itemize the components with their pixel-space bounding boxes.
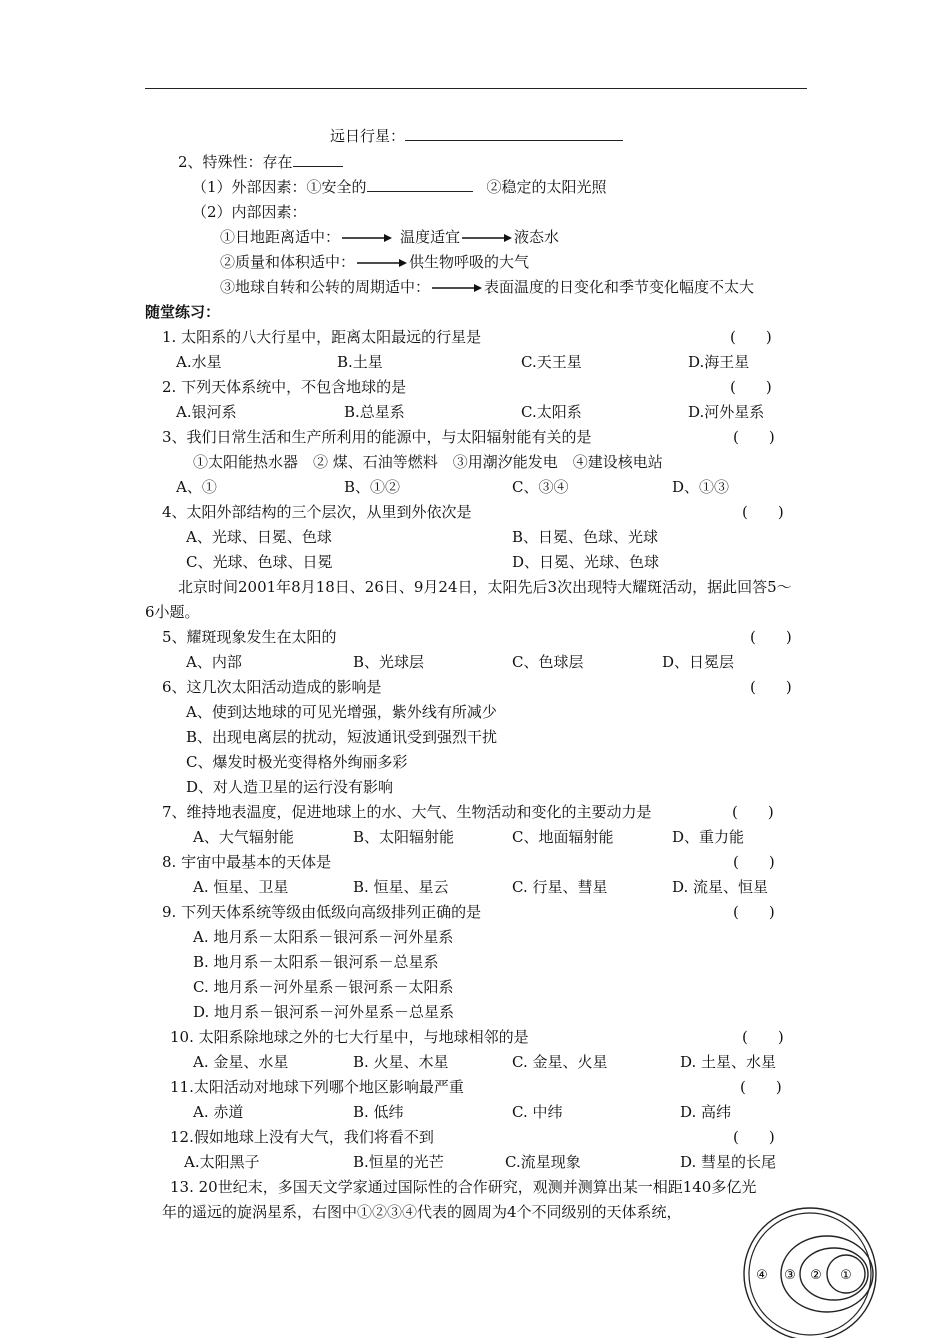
q1-option-d: D.海王星 <box>688 353 750 371</box>
special-label: 2、特殊性：存在 <box>178 153 293 171</box>
q10-option-b: B. 火星、木星 <box>353 1053 449 1071</box>
answer-paren: ( ) <box>742 503 784 521</box>
diagram-label-2: ② <box>810 1268 822 1283</box>
q10-stem: 10. 太阳系除地球之外的七大行星中，与地球相邻的是 <box>170 1028 529 1046</box>
arrow-icon <box>462 233 512 243</box>
q8-option-d: D. 流星、恒星 <box>672 878 769 896</box>
q6-option-d: D、对人造卫星的运行没有影响 <box>186 778 394 796</box>
q13-line2: 年的遥远的旋涡星系，右图中①②③④代表的圆周为4个不同级别的天体系统， <box>162 1203 682 1221</box>
q11-option-d: D. 高纬 <box>680 1103 732 1121</box>
q12-stem: 12.假如地球上没有大气，我们将看不到 <box>170 1128 434 1146</box>
q4-option-b: B、日冕、色球、光球 <box>512 528 659 546</box>
q6-option-a: A、使到达地球的可见光增强，紫外线有所减少 <box>186 703 497 721</box>
q3-option-a: A、① <box>176 478 217 496</box>
i1-a: ①日地距离适中： <box>220 228 341 246</box>
q2-option-b: B.总星系 <box>344 403 405 421</box>
q5-option-a: A、内部 <box>186 653 242 671</box>
q7-option-d: D、重力能 <box>672 828 745 846</box>
header-rule <box>145 88 807 89</box>
special-blank <box>293 152 343 167</box>
answer-paren: ( ) <box>730 378 772 396</box>
q7-option-c: C、地面辐射能 <box>512 828 614 846</box>
q7-stem: 7、维持地表温度，促进地球上的水、大气、生物活动和变化的主要动力是 <box>162 803 652 821</box>
answer-paren: ( ) <box>730 328 772 346</box>
q3-option-c: C、③④ <box>512 478 569 496</box>
q11-option-c: C. 中纬 <box>512 1103 563 1121</box>
q8-option-a: A. 恒星、卫星 <box>193 878 289 896</box>
q11-stem: 11.太阳活动对地球下列哪个地区影响最严重 <box>170 1078 464 1096</box>
answer-paren: ( ) <box>732 803 774 821</box>
q1-stem: 1. 太阳系的八大行星中，距离太阳最远的行星是 <box>162 328 482 346</box>
diagram-label-1: ① <box>840 1268 852 1283</box>
answer-paren: ( ) <box>733 853 775 871</box>
diagram-label-3: ③ <box>784 1268 796 1283</box>
q9-option-d: D. 地月系－银河系－河外星系－总星系 <box>193 1003 455 1021</box>
far-planets-label: 远日行星： <box>330 127 406 145</box>
external-factors-b: ②稳定的太阳光照 <box>486 178 607 196</box>
q7-option-a: A、大气辐射能 <box>193 828 294 846</box>
q3-option-b: B、①② <box>344 478 401 496</box>
external-factors-label: （1）外部因素：①安全的 <box>192 178 367 196</box>
diagram-label-4: ④ <box>756 1268 768 1283</box>
external-factors-line <box>192 177 607 197</box>
q2-option-d: D.河外星系 <box>688 403 765 421</box>
answer-paren: ( ) <box>733 428 775 446</box>
q5-stem: 5、耀斑现象发生在太阳的 <box>162 628 337 646</box>
far-planets-blank <box>405 126 623 141</box>
section-title: 随堂练习： <box>145 303 221 321</box>
intro-5-6-line2: 6小题。 <box>145 603 200 621</box>
q8-option-c: C. 行星、彗星 <box>512 878 608 896</box>
external-blank <box>367 177 473 192</box>
q1-option-a: A.水星 <box>176 353 222 371</box>
q9-stem: 9. 下列天体系统等级由低级向高级排列正确的是 <box>162 903 482 921</box>
q3-items: ①太阳能热水器 ② 煤、石油等燃料 ③用潮汐能发电 ④建设核电站 <box>193 453 663 471</box>
q8-stem: 8. 宇宙中最基本的天体是 <box>162 853 332 871</box>
i2-a: ②质量和体积适中： <box>220 253 356 271</box>
answer-paren: ( ) <box>740 1078 782 1096</box>
q12-option-b: B.恒星的光芒 <box>353 1153 444 1171</box>
q5-option-d: D、日冕层 <box>662 653 735 671</box>
q9-option-a: A. 地月系－太阳系－银河系－河外星系 <box>193 928 454 946</box>
i2-b: 供生物呼吸的大气 <box>409 253 530 271</box>
far-planets-line <box>330 126 623 146</box>
q7-option-b: B、太阳辐射能 <box>353 828 455 846</box>
q12-option-c: C.流星现象 <box>505 1153 581 1171</box>
q12-option-d: D. 彗星的长尾 <box>680 1153 777 1171</box>
q1-option-b: B.土星 <box>337 353 383 371</box>
q11-option-a: A. 赤道 <box>193 1103 244 1121</box>
q13-line1: 13. 20世纪末，多国天文学家通过国际性的合作研究，观测并测算出某一相距140多亿光 <box>170 1178 757 1196</box>
q4-option-d: D、日冕、光球、色球 <box>512 553 660 571</box>
q6-option-b: B、出现电离层的扰动，短波通讯受到强烈干扰 <box>186 728 498 746</box>
i3-a: ③地球自转和公转的周期适中： <box>220 278 431 296</box>
answer-paren: ( ) <box>750 628 792 646</box>
q10-option-a: A. 金星、水星 <box>193 1053 289 1071</box>
answer-paren: ( ) <box>742 1028 784 1046</box>
internal-factors-label: （2）内部因素： <box>192 203 307 221</box>
q2-stem: 2. 下列天体系统中，不包含地球的是 <box>162 378 407 396</box>
internal-factor-1 <box>220 227 559 247</box>
nested-circles-diagram <box>742 1188 878 1338</box>
q4-option-a: A、光球、日冕、色球 <box>186 528 332 546</box>
q10-option-d: D. 土星、水星 <box>680 1053 777 1071</box>
arrow-icon <box>357 258 407 268</box>
answer-paren: ( ) <box>750 678 792 696</box>
internal-factor-2 <box>220 252 529 272</box>
q9-option-b: B. 地月系－太阳系－银河系－总星系 <box>193 953 439 971</box>
special-line <box>178 152 343 172</box>
answer-paren: ( ) <box>733 903 775 921</box>
q3-stem: 3、我们日常生活和生产所利用的能源中，与太阳辐射能有关的是 <box>162 428 592 446</box>
arrow-icon <box>342 233 392 243</box>
q9-option-c: C. 地月系－河外星系－银河系－太阳系 <box>193 978 454 996</box>
q4-stem: 4、太阳外部结构的三个层次，从里到外依次是 <box>162 503 472 521</box>
q2-option-c: C.太阳系 <box>521 403 582 421</box>
q10-option-c: C. 金星、火星 <box>512 1053 608 1071</box>
q8-option-b: B. 恒星、星云 <box>353 878 449 896</box>
q4-option-c: C、光球、色球、日冕 <box>186 553 333 571</box>
i3-b: 表面温度的日变化和季节变化幅度不太大 <box>484 278 755 296</box>
q6-option-c: C、爆发时极光变得格外绚丽多彩 <box>186 753 408 771</box>
q1-option-c: C.天王星 <box>521 353 582 371</box>
q6-stem: 6、这几次太阳活动造成的影响是 <box>162 678 382 696</box>
intro-5-6-line1: 北京时间2001年8月18日、26日、9月24日，太阳先后3次出现特大耀斑活动，据此回答5～ <box>178 578 792 596</box>
internal-factor-3 <box>220 277 754 297</box>
q12-option-a: A.太阳黑子 <box>184 1153 260 1171</box>
q11-option-b: B. 低纬 <box>353 1103 404 1121</box>
arrow-icon <box>432 283 482 293</box>
q2-option-a: A.银河系 <box>176 403 237 421</box>
q5-option-b: B、光球层 <box>353 653 425 671</box>
q5-option-c: C、色球层 <box>512 653 584 671</box>
i1-b: 温度适宜 <box>400 228 461 246</box>
answer-paren: ( ) <box>733 1128 775 1146</box>
q3-option-d: D、①③ <box>672 478 730 496</box>
i1-c: 液态水 <box>514 228 560 246</box>
